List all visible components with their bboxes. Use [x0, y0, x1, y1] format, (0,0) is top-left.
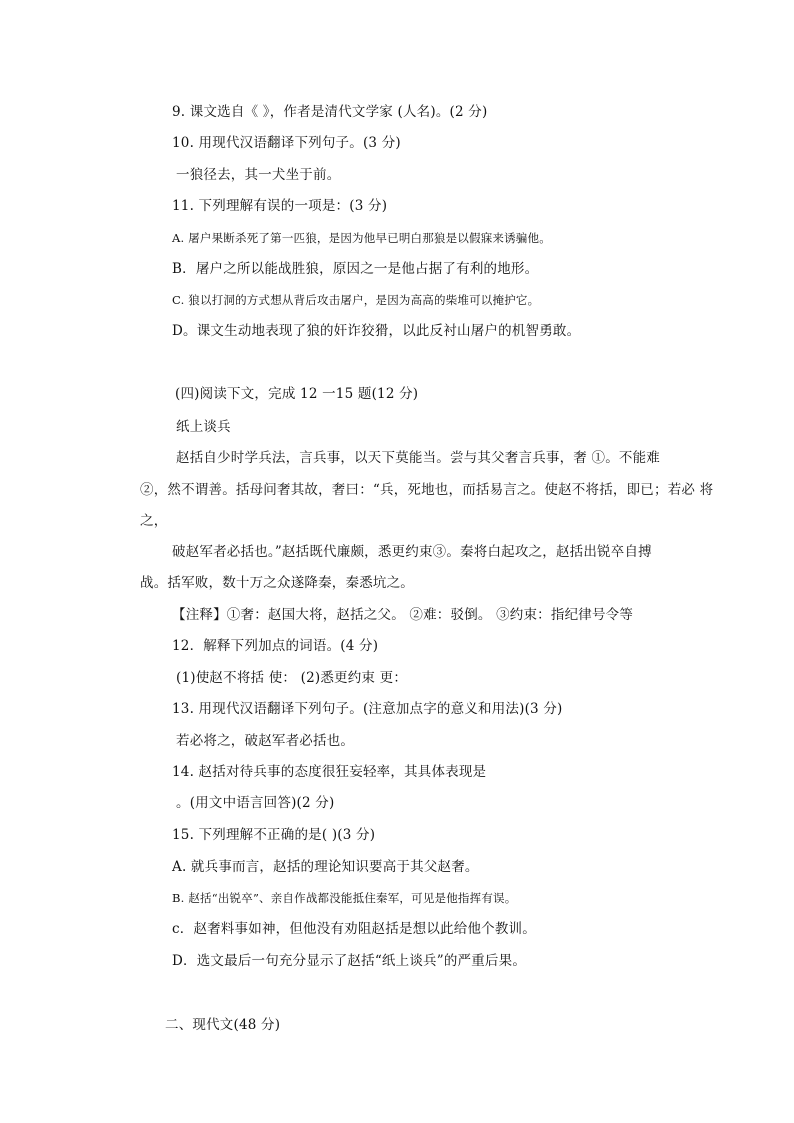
passage-notes: 【注释】①奢：赵国大将，赵括之父。 ②难：驳倒。 ③约束：指纪律号令等 [172, 607, 634, 623]
passage-para1-line2: ②，然不谓善。括母问奢其故，奢曰：“兵，死地也，而括易言之。使赵不将括，即已；若必 将 [140, 482, 714, 498]
q15-option-a: A. 就兵事而言，赵括的理论知识要高于其父赵奢。 [172, 859, 479, 875]
part2-heading: 二、现代文(48 分) [165, 1017, 281, 1033]
passage-para1-line1: 赵括自少时学兵法，言兵事，以天下莫能当。尝与其父奢言兵事，奢 ①。不能难 [176, 450, 660, 466]
q13-sentence: 若必将之，破赵军者必括也。 [176, 733, 355, 749]
q15-option-c: c．赵奢料事如神，但他没有劝阻赵括是想以此给他个教训。 [172, 921, 536, 937]
q13-text: 13. 用现代汉语翻译下列句子。(注意加点字的意义和用法)(3 分) [172, 701, 563, 717]
passage-para2-line1: 破赵军者必括也。”赵括既代廉颇，悉更约束③。秦将白起攻之，赵括出锐卒自搏 [172, 544, 652, 560]
passage-para2-line2: 战。括军败，数十万之众遂降秦，秦悉坑之。 [140, 575, 414, 591]
passage-title: 纸上谈兵 [176, 419, 231, 435]
q15-text: 15. 下列理解不正确的是( )(3 分) [172, 827, 376, 843]
section4-heading: (四)阅读下文，完成 12 一15 题(12 分) [175, 386, 419, 402]
q11-text: 11. 下列理解有误的一项是：(3 分) [172, 198, 388, 214]
q11-option-c: C. 狼以打洞的方式想从背后攻击屠户，是因为高高的柴堆可以掩护它。 [172, 293, 540, 307]
q14-text: 14. 赵括对待兵事的态度很狂妄轻率，其具体表现是 [172, 764, 487, 780]
q12-items: (1)使赵不将括 使： (2)悉更约束 更： [176, 670, 408, 686]
q10-text: 10. 用现代汉语翻译下列句子。(3 分) [172, 135, 401, 151]
q11-option-d: D。课文生动地表现了狼的奸诈狡猾，以此反衬山屠户的机智勇敢。 [172, 323, 581, 339]
q15-option-d: D．选文最后一句充分显示了赵括“纸上谈兵”的严重后果。 [172, 953, 527, 969]
q9-text: 9. 课文选自《 》，作者是清代文学家 (人名)。(2 分) [172, 104, 488, 120]
q14-continuation: 。(用文中语言回答)(2 分) [176, 795, 335, 811]
passage-para1-line3: 之， [140, 513, 168, 529]
q12-text: 12．解释下列加点的词语。(4 分) [172, 638, 379, 654]
q15-option-b: B. 赵括“出锐卒”、亲自作战都没能抵住秦军，可见是他指挥有误。 [172, 891, 517, 905]
q11-option-b: B．屠户之所以能战胜狼，原因之一是他占据了有利的地形。 [172, 261, 539, 277]
q11-option-a: A. 屠户果断杀死了第一匹狼，是因为他早已明白那狼是以假寐来诱骗他。 [172, 231, 551, 245]
q10-sentence: 一狼径去，其一犬坐于前。 [176, 167, 341, 183]
